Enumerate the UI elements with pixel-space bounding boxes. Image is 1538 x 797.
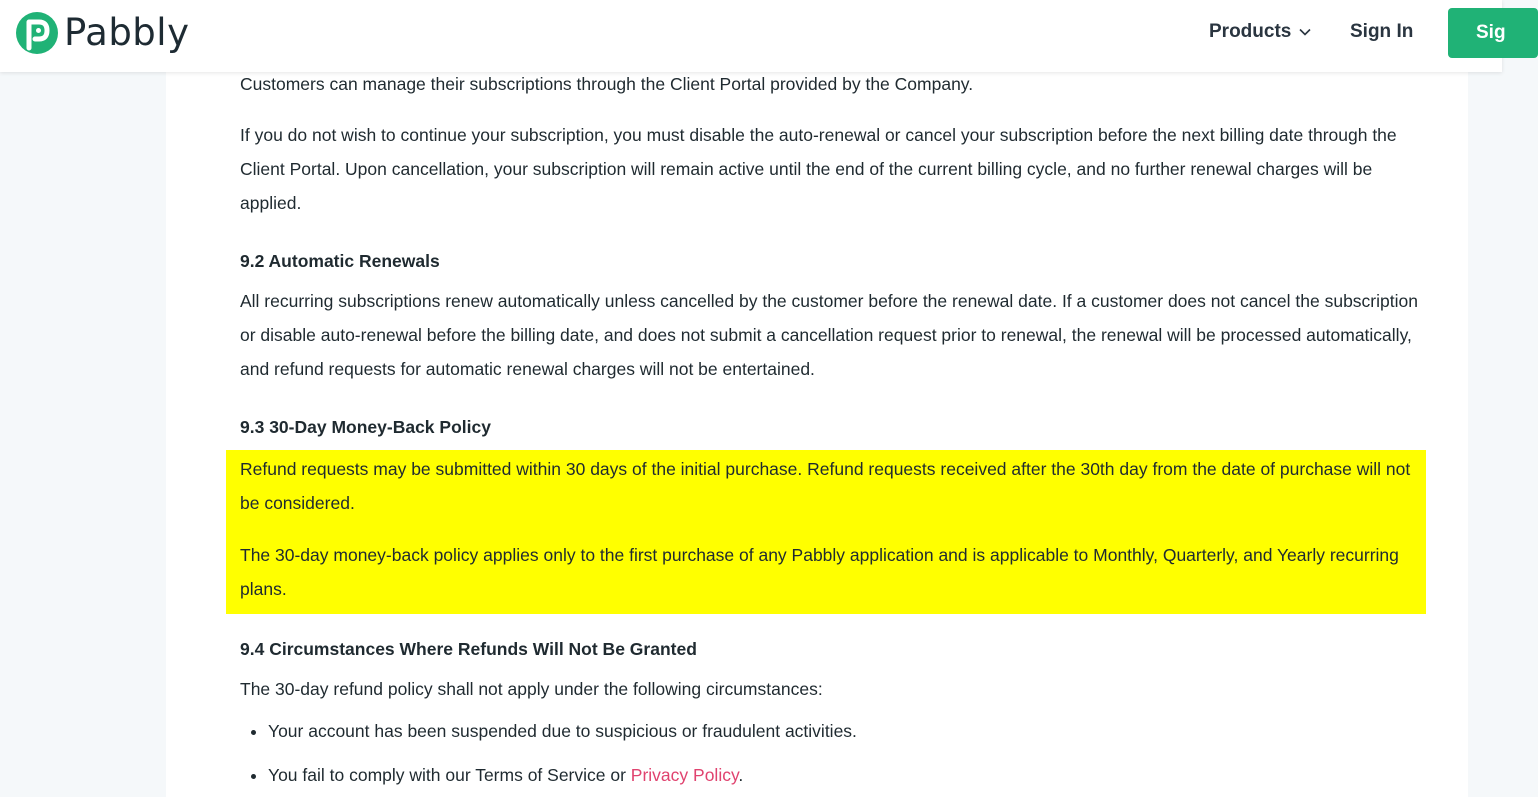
section-9-3-title: 9.3 30-Day Money-Back Policy [240, 417, 491, 437]
intro-paragraph: Customers can manage their subscriptions through the Client Portal provided by the Company. [240, 74, 974, 94]
privacy-policy-link[interactable]: Privacy Policy [630, 765, 739, 785]
section-9-2-title: 9.2 Automatic Renewals [240, 251, 440, 271]
list-item [268, 758, 1468, 792]
section-9-2-body: All recurring subscriptions renew automatically unless cancelled by the customer before the renewal date. If a customer does not cancel the subscription or disable auto-renewal before the billing date, and does not submit a cancellation request prior to renewal, the renewal will be processed automatically, and refund requests for automatic renewal charges will not be entertained. [240, 291, 1418, 379]
highlighted-block [226, 450, 1426, 614]
section-9-4-intro: The 30-day refund policy shall not apply under the following circumstances: [240, 679, 823, 699]
list-item-text: You fail to comply with our Terms of Service or [268, 765, 631, 785]
list-item-suffix: . [738, 765, 744, 785]
pabbly-logo-icon [14, 10, 60, 56]
section-9-3-paragraph-1: Refund requests may be submitted within 30 days of the initial purchase. Refund requests received after the 30th day from the date of purchase will not be considered. [240, 459, 1411, 513]
chevron-down-icon [1299, 28, 1311, 36]
exclusions-list [240, 714, 1468, 792]
section-9-3-paragraph-2: The 30-day money-back policy applies only to the first purchase of any Pabbly application and is applicable to Monthly, Quarterly, and Yearly recurring plans. [240, 545, 1399, 599]
nav-products[interactable] [1209, 0, 1311, 64]
site-header [0, 0, 1506, 72]
nav-signin-link[interactable]: Sign In [1350, 21, 1414, 42]
section-9-4-title: 9.4 Circumstances Where Refunds Will Not Be Granted [240, 639, 697, 659]
signup-button[interactable] [1448, 8, 1538, 58]
logo-text: Pabbly [64, 11, 190, 54]
policy-content [166, 0, 1468, 797]
nav-products-label: Products [1209, 21, 1292, 42]
list-item: • Your account has been suspended due to suspicious or fraudulent activities. [268, 714, 1468, 748]
cancel-paragraph: If you do not wish to continue your subscription, you must disable the auto-renewal or cancel your subscription before the next billing date through the Client Portal. Upon cancellation, your subscription will remain active until the end of the current billing cycle, and no further renewal charges will be applied. [240, 125, 1397, 213]
signup-button-label: Sig [1476, 22, 1506, 43]
pabbly-logo[interactable] [14, 10, 189, 56]
